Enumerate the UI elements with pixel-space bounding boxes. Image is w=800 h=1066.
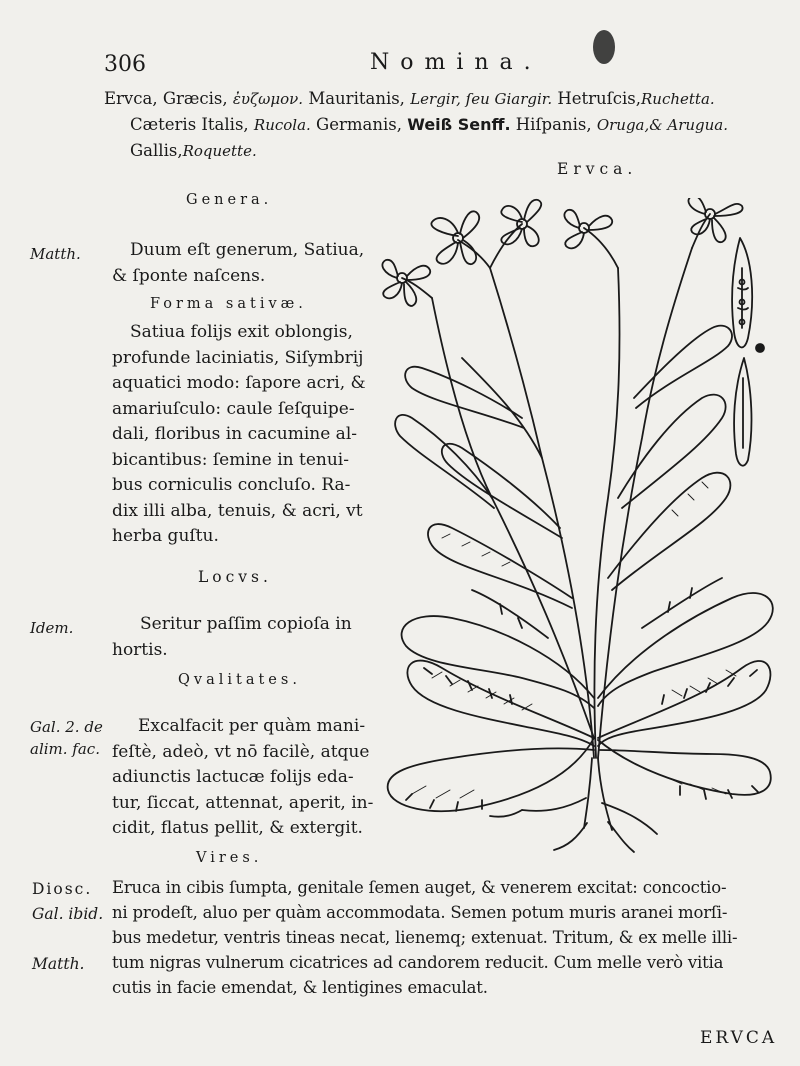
stem-leaf-icon <box>395 326 732 638</box>
stems-icon <box>402 214 710 758</box>
names-line-1: Ervca, Græcis, ἐυζωμον. Mauritanis, Lergir, ſeu Giargir. Hetruſcis,Ruchetta. <box>104 89 715 108</box>
genera-text: Duum eſt generum, Satiua, & ſponte naſcens. <box>112 240 365 286</box>
qualitates-margin-note: Gal. 2. de alim. fac. <box>30 718 103 758</box>
vires-row <box>32 878 782 903</box>
vires-row <box>32 953 782 978</box>
vires-line: tum nigras vulnerum cicatrices ad candorem reducit. Cum melle verò vitia <box>112 953 724 972</box>
locus-heading: Locvs. <box>198 568 272 586</box>
vires-heading: Vires. <box>196 850 263 866</box>
vires-row <box>32 978 782 1003</box>
catchword: ERVCA <box>700 1028 778 1048</box>
vires-line: bus medetur, ventris tineas necat, lienemq; extenuat. Tritum, & ex melle illi- <box>112 928 738 947</box>
qualitates-heading: Qvalitates. <box>178 672 301 688</box>
vires-margin-note: Matth. <box>32 955 85 973</box>
running-head: Nomina. <box>370 50 542 75</box>
vires-row <box>32 903 782 928</box>
locus-text: Seritur paſſim copioſa in hortis. <box>112 614 352 660</box>
flower-icon <box>564 210 612 249</box>
vires-line: Eruca in cibis ſumpta, genitale ſemen auget, & venerem excitat: concoctio- <box>112 878 727 897</box>
vires-line: cutis in facie emendat, & lentigines emaculat. <box>112 978 488 997</box>
vires-margin-note: Diosc. <box>32 880 93 898</box>
names-paragraph <box>104 86 784 164</box>
forma-heading: Forma sativæ. <box>150 296 307 312</box>
plant-label: Ervca. <box>557 160 638 178</box>
vires-section <box>32 878 782 1003</box>
names-line-2: Cæteris Italis, Rucola. Germanis, Weiß Senff. Hiſpanis, Oruga,& Arugua. <box>130 115 729 134</box>
forma-text: Satiua folijs exit oblongis, profunde laciniatis, Siſymbrij aquatici modo: ſapore acri, & amariuſculo: caule ſeſquipe- dali, floribus in cacumine al- bicantibus: ſemine in tenui- bus corniculis concluſo. Ra- dix illi alba, tenuis, & acri, vt herba guſtu. <box>112 322 366 546</box>
genera-margin-note: Matth. <box>30 245 81 263</box>
vires-row <box>32 928 782 953</box>
names-line-3: Gallis,Roquette. <box>130 141 257 160</box>
flower-icon <box>382 260 430 306</box>
root-icon <box>490 758 657 852</box>
seed-pod-icon <box>734 358 751 466</box>
page-number: 306 <box>104 52 146 77</box>
vires-line: ni prodeſt, aluo per quàm accommodata. Semen potum muris aranei morſi- <box>112 903 728 922</box>
flower-icon <box>431 211 479 264</box>
locus-margin-note: Idem. <box>30 619 74 637</box>
vires-margin-note: Gal. ibid. <box>32 905 104 923</box>
ink-blot <box>593 30 615 64</box>
seed-pod-icon <box>732 238 764 352</box>
qualitates-text: Excalfacit per quàm mani- feſtè, adeò, vt nō facilè, atque adiunctis lactucæ folijs eda- tur, ſiccat, attennat, aperit, in- cidit, flatus pellit, & extergit. <box>112 716 374 838</box>
eruca-woodcut-illustration <box>372 198 782 858</box>
genera-heading: Genera. <box>186 192 273 208</box>
